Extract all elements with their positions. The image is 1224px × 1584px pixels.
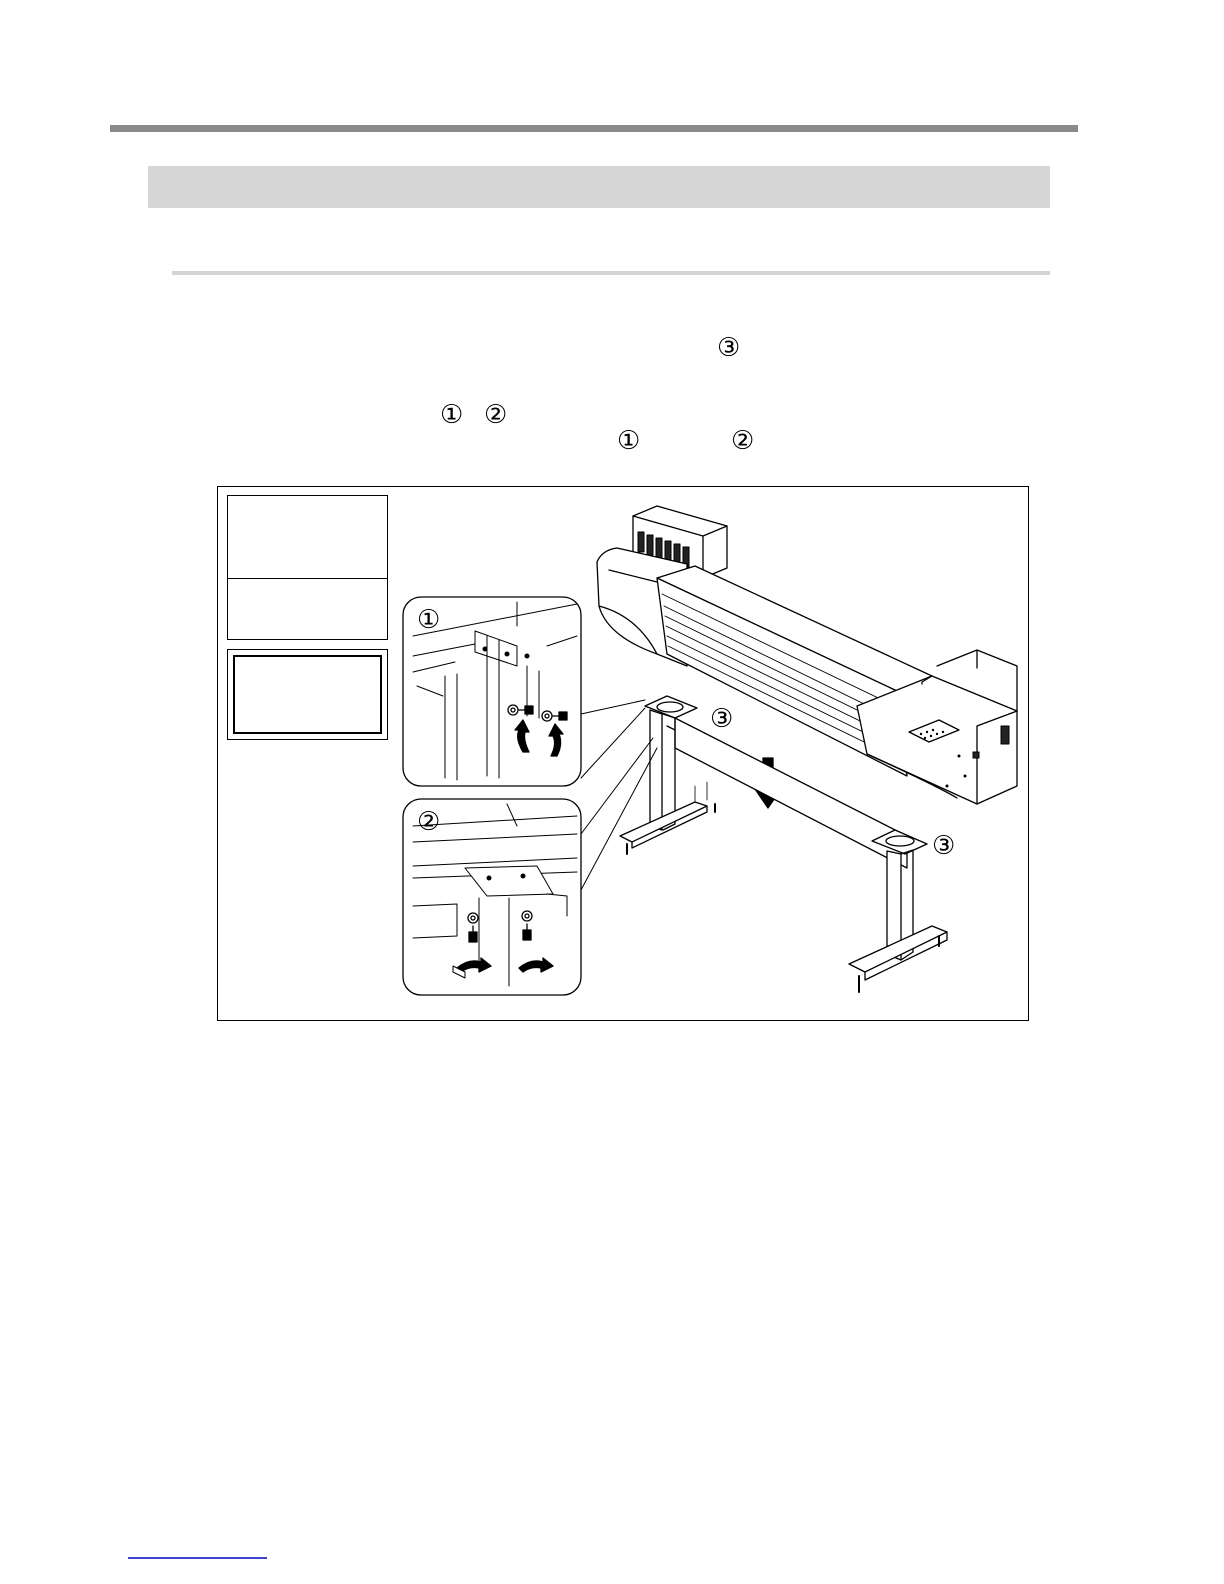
footer-link-underline[interactable] [128, 1557, 267, 1559]
step3-marker: ③ [717, 333, 741, 363]
callout-1: ① [417, 605, 441, 635]
subsection-rule [172, 271, 1050, 275]
step2-marker-b: ② [731, 426, 755, 456]
step1-marker-a: ① [440, 400, 464, 430]
printer-stand-illustration [217, 486, 1029, 1021]
section-title-band [148, 166, 1050, 208]
step1-marker-b: ① [617, 426, 641, 456]
callout-3-left: ③ [710, 704, 734, 734]
callout-3-right: ③ [932, 831, 956, 861]
step2-marker-a: ② [484, 400, 508, 430]
callout-2: ② [417, 807, 441, 837]
header-rule [110, 125, 1078, 132]
